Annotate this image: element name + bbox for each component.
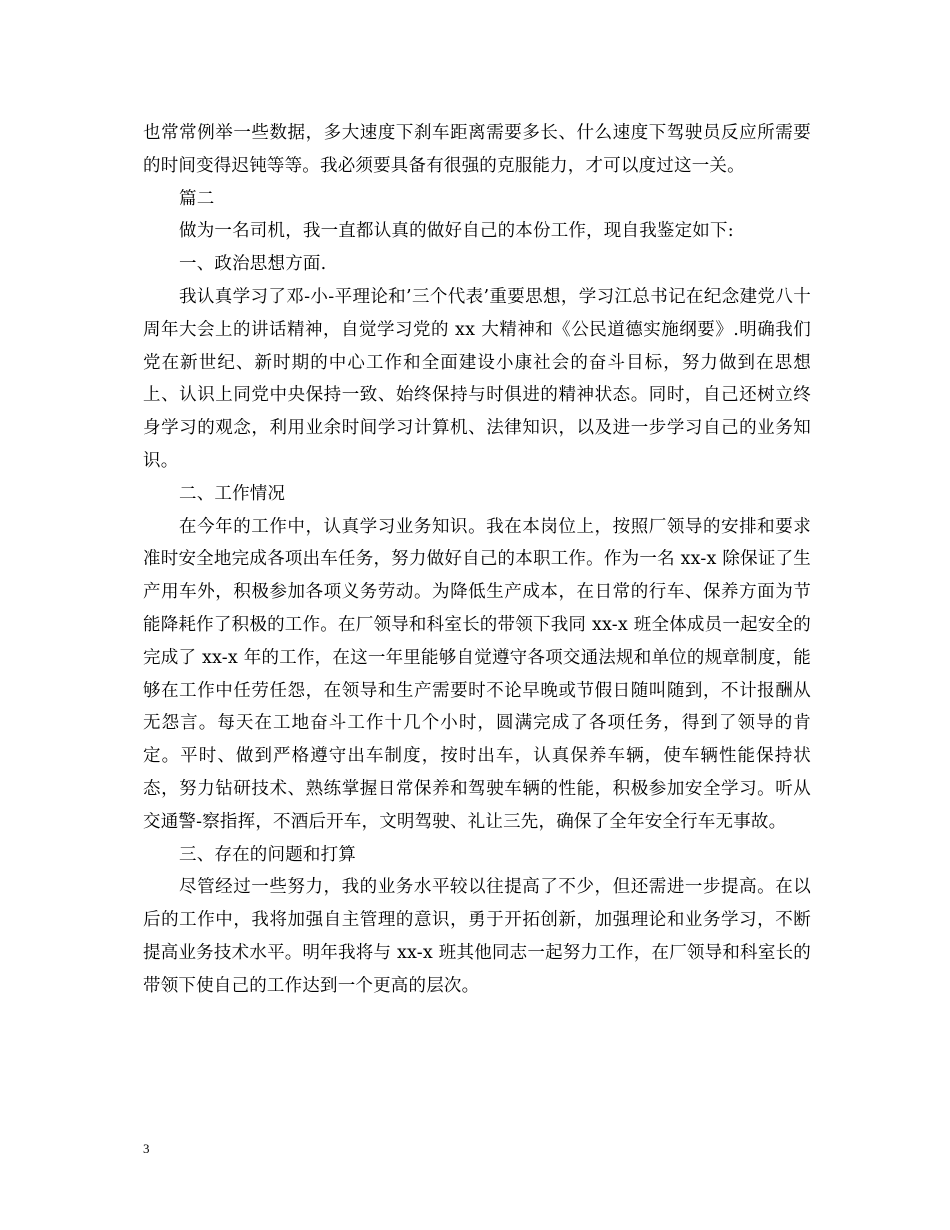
- paragraph-problems-and-plans: 尽管经过一些努力，我的业务水平较以往提高了不少，但还需进一步提高。在以后的工作中，我将加强自主管理的意识，勇于开拓创新，加强理论和业务学习，不断提高业务技术水平。明年我将与 xx-x 班其他同志一起努力工作，在厂领导和科室长的带领下使自己的工作达到一个更高的层次。: [143, 877, 811, 996]
- paragraph-intro: 做为一名司机，我一直都认真的做好自己的本份工作，现自我鉴定如下:: [179, 221, 734, 242]
- paragraph-political-thought: 我认真学习了邓-小-平理论和’三个代表’重要思想，学习江总书记在纪念建党八十周年大会上的讲话精神，自觉学习党的 xx 大精神和《公民道德实施纲要》.明确我们党在新世纪、新时期的中心工作和全面建设小康社会的奋斗目标，努力做到在思想上、认识上同党中央保持一致、始终保持与时俱进的精神状态。同时，自己还树立终身学习的观念，利用业余时间学习计算机、法律知识，以及进一步学习自己的业务知识。: [143, 286, 811, 471]
- heading-problems-and-plans: 三、存在的问题和打算: [179, 844, 356, 865]
- paragraph-continuation: 也常常例举一些数据，多大速度下刹车距离需要多长、什么速度下驾驶员反应所需要的时间变得迟钝等等。我必须要具备有很强的克服能力，才可以度过这一关。: [143, 123, 811, 176]
- section-heading-part-two: 篇二: [179, 188, 215, 209]
- heading-work-situation: 二、工作情况: [179, 483, 286, 504]
- document-body: [143, 117, 811, 1003]
- paragraph-work-situation: 在今年的工作中，认真学习业务知识。我在本岗位上，按照厂领导的安排和要求准时安全地完成各项出车任务，努力做好自己的本职工作。作为一名 xx-x 除保证了生产用车外，积极参加各项义务劳动。为降低生产成本，在日常的行车、保养方面为节能降耗作了积极的工作。在厂领导和科室长的带领下我同 xx-x 班全体成员一起安全的完成了 xx-x 年的工作，在这一年里能够自觉遵守各项交通法规和单位的规章制度，能够在工作中任劳任怨，在领导和生产需要时不论早晚或节假日随叫随到，不计报酬从无怨言。每天在工地奋斗工作十几个小时，圆满完成了各项任务，得到了领导的肯定。平时、做到严格遵守出车制度，按时出车，认真保养车辆，使车辆性能保持状态，努力钻研技术、熟练掌握日常保养和驾驶车辆的性能，积极参加安全学习。听从交通警-察指挥，不酒后开车，文明驾驶、礼让三先，确保了全年安全行车无事故。: [143, 516, 811, 832]
- page-number: 3: [143, 1141, 150, 1156]
- heading-political-thought: 一、政治思想方面.: [179, 254, 327, 275]
